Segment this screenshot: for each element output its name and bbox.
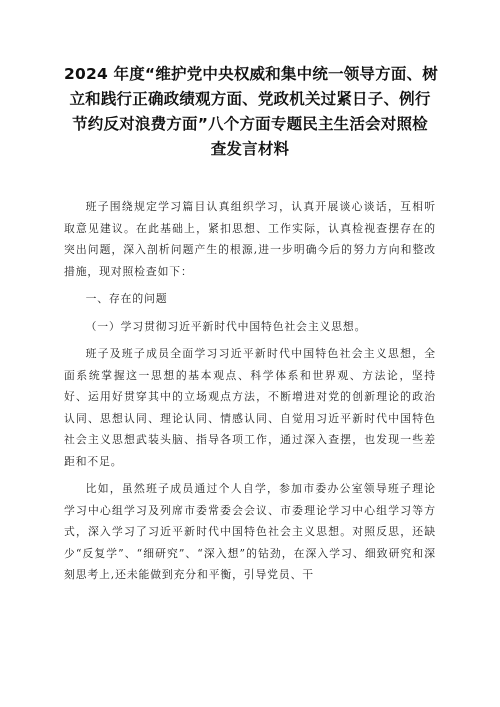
body-paragraph-2: 比如，虽然班子成员通过个人自学，参加市委办公室领导班子理论学习中心组学习及列席市委常委会会议、市委理论学习中心组学习等方式，深入学习了习近平新时代中国特色社会主义思想。对照反思，还缺少“反复学”、“细研究”、“深入想”的钻劲，在深入学习、细致研究和深刻思考上,还未能做到充分和平衡，引导党员、干 [64, 482, 436, 581]
intro-paragraph: 班子围绕规定学习篇目认真组织学习，认真开展谈心谈话，互相听取意见建议。在此基础上，紧扣思想、工作实际，认真检视查摆存在的突出问题，深入剖析问题产生的根源,进一步明确今后的努力方向和整改措施，现对照检查如下： [64, 200, 436, 278]
title-line-3: 节约反对浪费方面”八个方面专题民主生活会对照检 [72, 115, 428, 133]
document-title [64, 62, 436, 162]
title-line-4: 查发言材料 [210, 140, 290, 158]
body-paragraph-1: 班子及班子成员全面学习习近平新时代中国特色社会主义思想，全面系统掌握这一思想的基本观点、科学体系和世界观、方法论，坚持好、运用好贯穿其中的立场观点方法，不断增进对党的创新理论的政治认同、思想认同、理论认同、情感认同、自觉用习近平新时代中国特色社会主义思想武装头脑、指导各项工作，通过深入查摆，也发现一些差距和不足。 [64, 347, 436, 468]
document-body [64, 196, 436, 586]
section-heading-problems: 一、存在的问题 [85, 292, 168, 305]
title-line-2: 立和践行正确政绩观方面、党政机关过紧日子、例行 [69, 90, 431, 108]
title-line-1: 2024 年度“维护党中央权威和集中统一领导方面、树 [64, 65, 438, 83]
subsection-heading-study: （一）学习贯彻习近平新时代中国特色社会主义思想。 [85, 319, 367, 333]
